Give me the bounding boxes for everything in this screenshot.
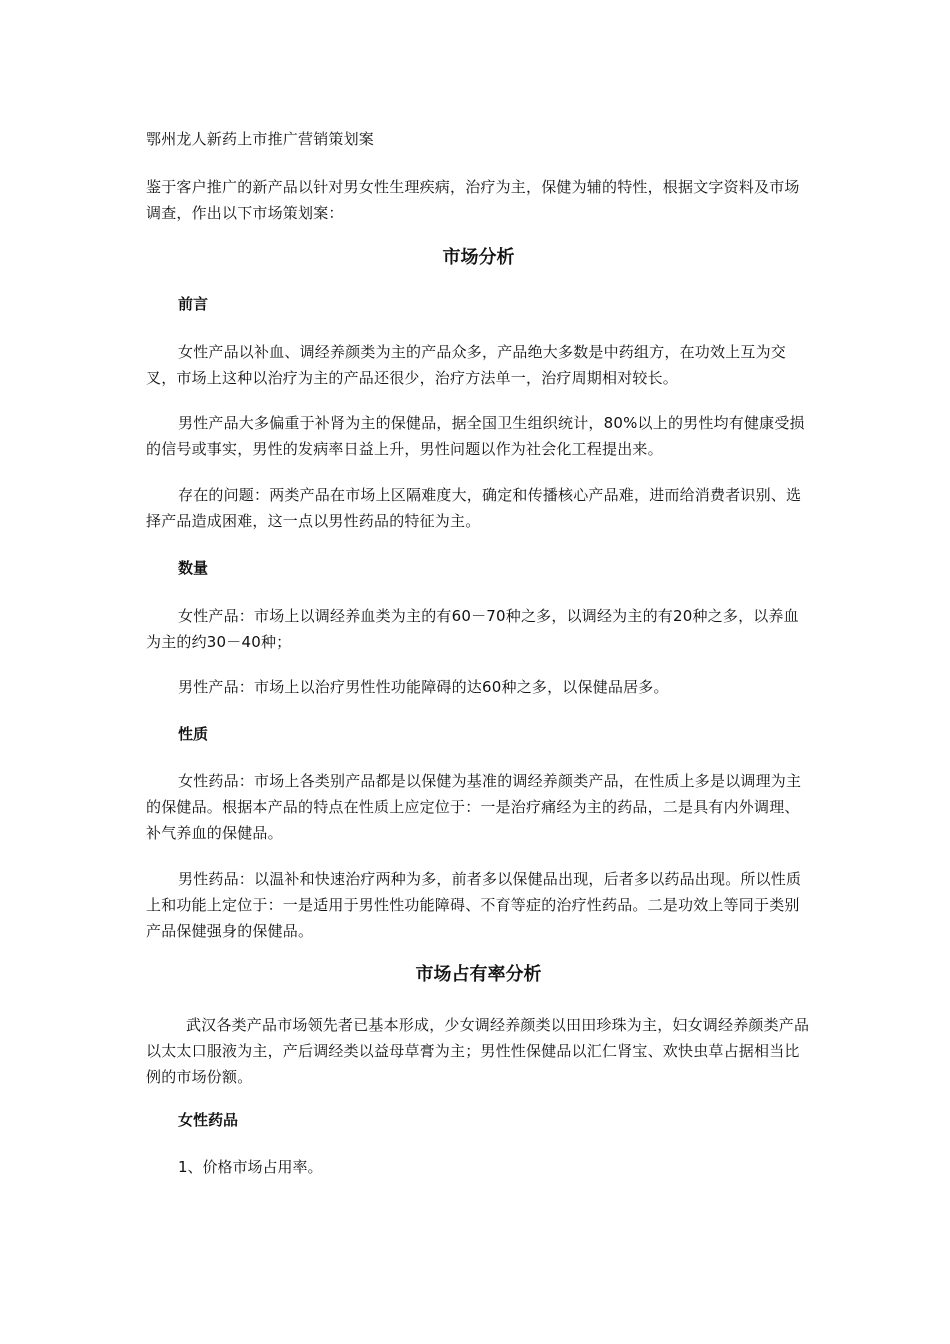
- preface-paragraph-male: 男性产品大多偏重于补肾为主的保健品，据全国卫生组织统计，80%以上的男性均有健康受损的信号或事实，男性的发病率日益上升，男性问题以作为社会化工程提出来。: [146, 414, 805, 458]
- section-heading-market-analysis: 市场分析: [442, 247, 515, 268]
- preface-paragraph-female: 女性产品以补血、调经养颜类为主的产品众多，产品绝大多数是中药组方，在功效上互为交叉，市场上这种以治疗为主的产品还很少，治疗方法单一，治疗周期相对较长。: [146, 343, 787, 387]
- subheading-female-drugs: 女性药品: [178, 1111, 239, 1129]
- subheading-nature: 性质: [178, 725, 209, 743]
- quantity-paragraph-male: 男性产品：市场上以治疗男性性功能障碍的达60种之多，以保健品居多。: [178, 678, 669, 696]
- subheading-quantity: 数量: [178, 559, 209, 577]
- intro-paragraph: 鉴于客户推广的新产品以针对男女性生理疾病，治疗为主，保健为辅的特性，根据文字资料及市场调查，作出以下市场策划案：: [146, 178, 800, 222]
- nature-paragraph-female: 女性药品：市场上各类别产品都是以保健为基准的调经养颜类产品，在性质上多是以调理为主的保健品。根据本产品的特点在性质上应定位于：一是治疗痛经为主的药品，二是具有内外调理、补气养血的保健品。: [146, 772, 802, 842]
- quantity-paragraph-female: 女性产品：市场上以调经养血类为主的有60－70种之多，以调经为主的有20种之多，以养血为主的约30－40种；: [146, 607, 799, 651]
- nature-paragraph-male: 男性药品：以温补和快速治疗两种为多，前者多以保健品出现，后者多以药品出现。所以性质上和功能上定位于：一是适用于男性性功能障碍、不育等症的治疗性药品。二是功效上等同于类别产品保健强身的保健品。: [146, 870, 802, 940]
- market-share-paragraph: 武汉各类产品市场领先者已基本形成，少女调经养颜类以田田珍珠为主，妇女调经养颜类产品以太太口服液为主，产后调经类以益母草膏为主；男性性保健品以汇仁肾宝、欢快虫草占据相当比例的市场份额。: [146, 1016, 810, 1086]
- list-item-price-share: 1、价格市场占用率。: [178, 1158, 323, 1176]
- preface-paragraph-problem: 存在的问题：两类产品在市场上区隔难度大，确定和传播核心产品难，进而给消费者识别、选择产品造成困难，这一点以男性药品的特征为主。: [146, 486, 802, 530]
- document-title: 鄂州龙人新药上市推广营销策划案: [146, 130, 375, 148]
- section-heading-market-share: 市场占有率分析: [415, 964, 542, 985]
- subheading-preface: 前言: [178, 295, 209, 313]
